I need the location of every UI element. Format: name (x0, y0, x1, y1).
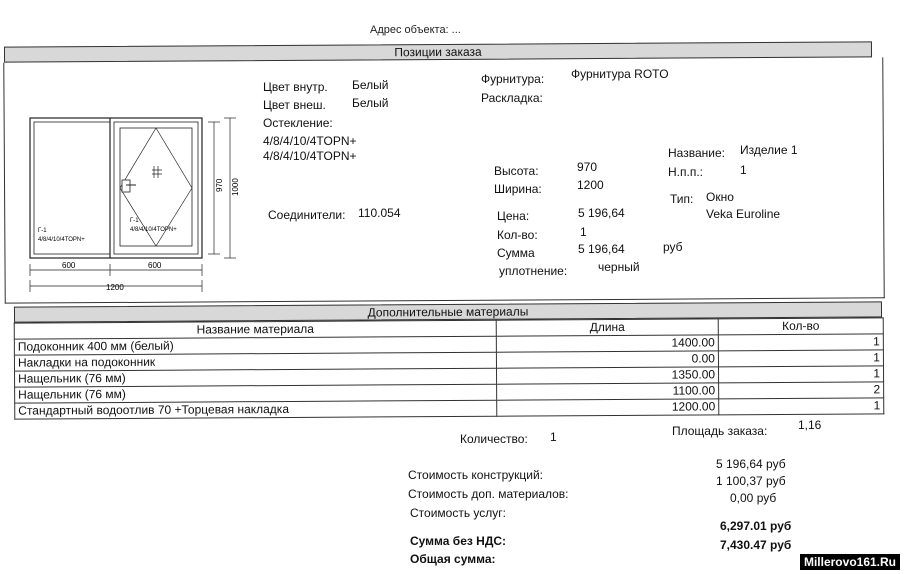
right-pane-code: Г-1 (130, 218, 139, 224)
construct-cost-value: 5 196,64 руб (716, 457, 786, 471)
construct-cost-label: Стоимость конструкций: (408, 468, 543, 482)
left-pane-glass: 4/8/4/10/4TOPN+ (38, 237, 85, 243)
dim-1000: 1000 (231, 178, 240, 196)
area-label: Площадь заказа: (672, 424, 768, 438)
hardware-value: Фурнитура ROTO (571, 67, 669, 81)
services-cost-value: 0,00 руб (730, 491, 777, 505)
height-value: 970 (577, 160, 598, 174)
novat-label: Сумма без НДС: (410, 534, 507, 548)
material-length: 1100.00 (497, 383, 719, 400)
count-value: 1 (550, 430, 557, 444)
material-length: 0.00 (496, 351, 718, 368)
section-order-title: Позиции заказа (394, 44, 482, 60)
price-value: 5 196,64 (578, 206, 625, 220)
services-cost-label: Стоимость услуг: (410, 506, 506, 520)
width-label: Ширина: (494, 182, 542, 196)
npp-label: Н.п.п.: (668, 165, 703, 179)
material-qty: 1 (718, 350, 883, 367)
sum-currency: руб (663, 240, 683, 254)
profile-value: Veka Euroline (706, 207, 781, 221)
qty-value: 1 (580, 225, 587, 239)
left-pane-code: Г-1 (38, 228, 47, 234)
dim-1200: 1200 (106, 283, 124, 292)
type-label: Тип: (670, 192, 694, 206)
dim-970: 970 (215, 178, 224, 192)
npp-value: 1 (740, 163, 747, 177)
connectors-value: 110.054 (358, 206, 401, 220)
sum-label: Сумма (497, 246, 535, 260)
right-pane-glass: 4/8/4/10/4TOPN+ (130, 227, 177, 233)
col-length-header: Длина (496, 319, 718, 336)
color-out-label: Цвет внеш. (263, 98, 326, 112)
material-name: Нащельник (76 мм) (15, 368, 497, 387)
watermark: Millerovo161.Ru (800, 554, 900, 570)
dim-600-right: 600 (148, 261, 162, 270)
color-in-label: Цвет внутр. (263, 80, 328, 94)
materials-table (14, 317, 885, 419)
material-name: Накладки на подоконник (14, 352, 496, 371)
price-label: Цена: (497, 209, 530, 223)
glazing-line-1: 4/8/4/10/4TOPN+ (263, 134, 357, 148)
seal-value: черный (598, 260, 640, 274)
materials-cost-label: Стоимость доп. материалов: (408, 487, 569, 501)
area-value: 1,16 (798, 418, 822, 432)
material-qty: 1 (718, 366, 883, 383)
materials-cost-value: 1 100,37 руб (716, 474, 786, 488)
width-value: 1200 (577, 178, 604, 192)
dim-600-left: 600 (62, 261, 76, 270)
window-drawing (20, 110, 270, 300)
qty-label: Кол-во: (497, 228, 538, 242)
col-qty-header: Кол-во (718, 318, 883, 335)
total-value: 7,430.47 руб (720, 538, 792, 552)
count-label: Количество: (460, 432, 528, 446)
material-qty: 2 (719, 382, 884, 399)
material-length: 1200.00 (497, 399, 719, 416)
material-name: Подоконник 400 мм (белый) (14, 336, 496, 355)
material-qty: 1 (718, 334, 883, 351)
material-length: 1400.00 (496, 335, 718, 352)
sum-value: 5 196,64 (578, 242, 625, 256)
hardware-label: Фурнитура: (481, 72, 545, 86)
glazing-label: Остекление: (263, 116, 333, 130)
type-value: Окно (706, 190, 734, 204)
seal-label: уплотнение: (499, 264, 568, 278)
material-name: Нащельник (76 мм) (15, 384, 497, 403)
section-materials-title: Дополнительные материалы (367, 304, 529, 320)
material-length: 1350.00 (496, 367, 718, 384)
layout-label: Раскладка: (481, 91, 543, 105)
connectors-label: Соединители: (268, 208, 346, 222)
material-name: Стандартный водоотлив 70 +Торцевая накладка (15, 400, 497, 419)
glazing-line-2: 4/8/4/10/4TOPN+ (263, 149, 357, 163)
name-label: Название: (668, 146, 725, 160)
header-cut-text: Адрес объекта: ... (370, 24, 461, 36)
height-label: Высота: (494, 164, 539, 178)
novat-value: 6,297.01 руб (720, 519, 792, 533)
total-label: Общая сумма: (410, 552, 496, 566)
color-in-value: Белый (352, 78, 389, 92)
name-value: Изделие 1 (740, 143, 798, 157)
material-qty: 1 (719, 398, 884, 415)
col-name-header: Название материала (14, 320, 496, 339)
color-out-value: Белый (352, 96, 389, 110)
